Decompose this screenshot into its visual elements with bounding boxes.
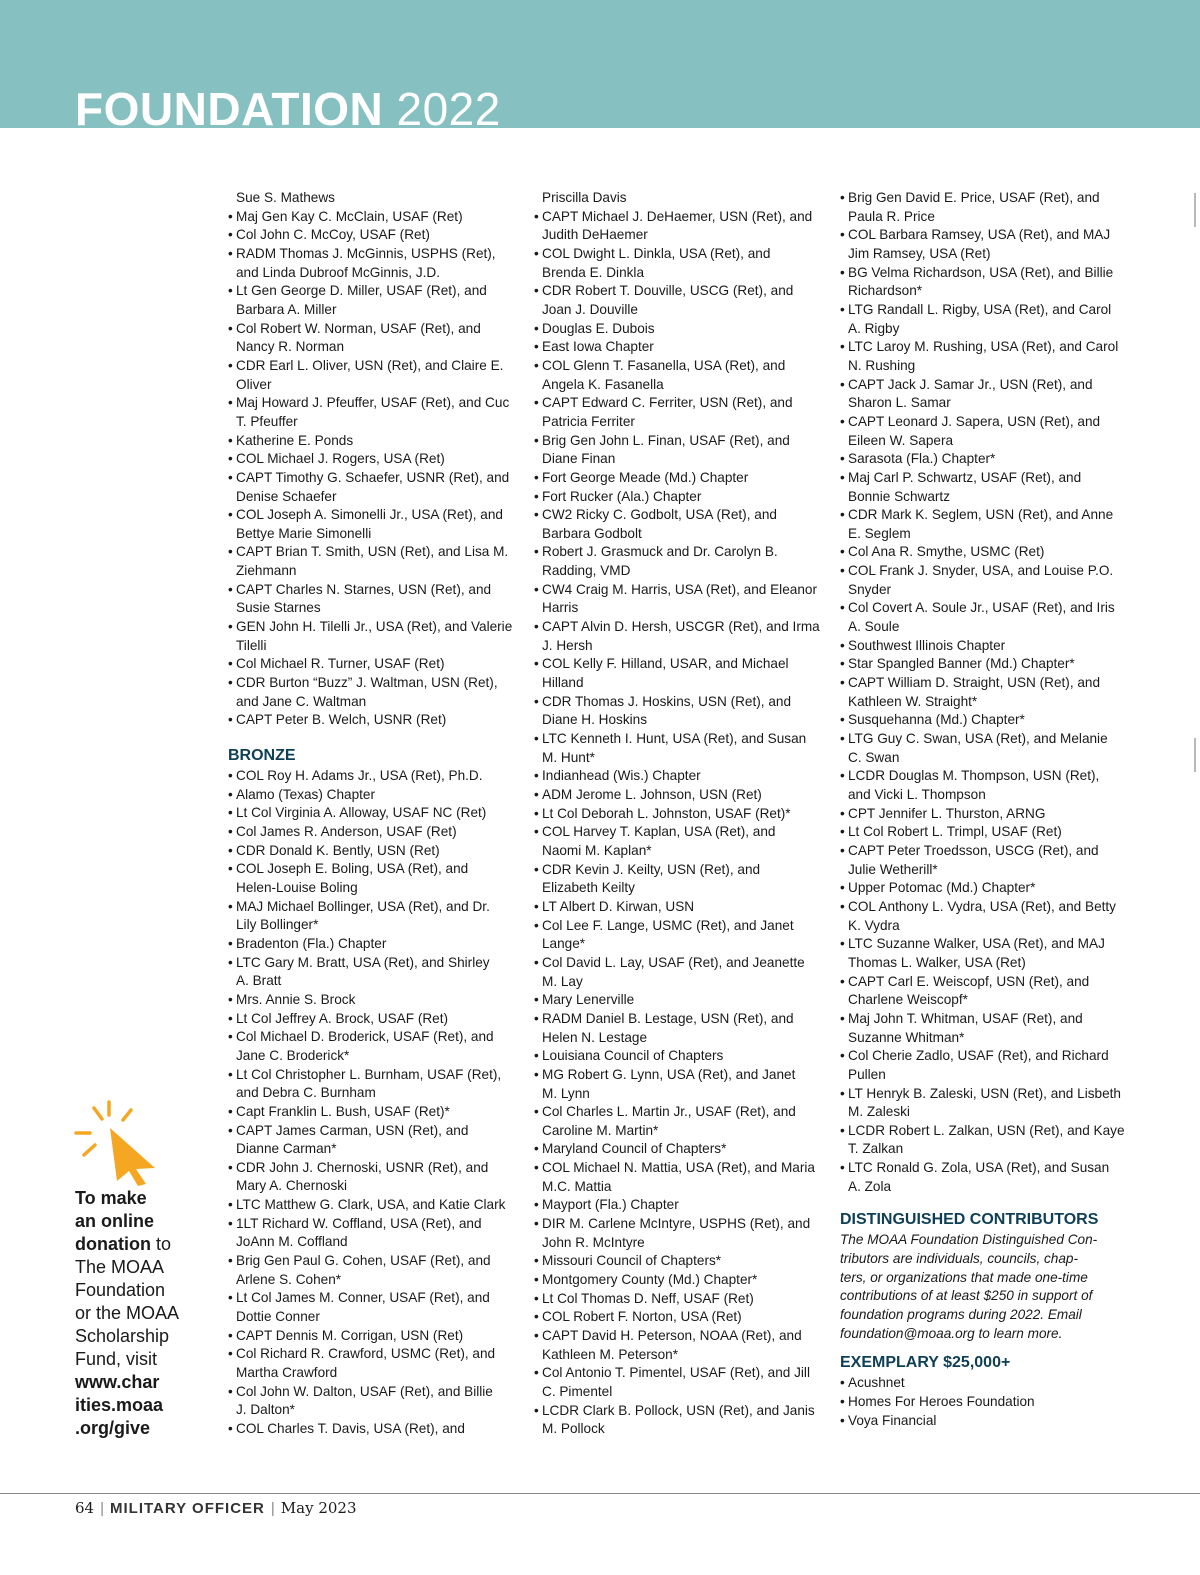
list-item-continuation: Radding, VMD	[542, 563, 631, 579]
list-item-continuation: Bettye Marie Simonelli	[236, 525, 372, 541]
list-item-continuation: Pullen	[848, 1066, 886, 1082]
list-item-continuation: Barbara Godbolt	[542, 525, 642, 541]
list-item: • LT Albert D. Kirwan, USN	[534, 898, 824, 917]
list-item: • Mayport (Fla.) Chapter	[534, 1196, 824, 1215]
exemplary-heading: EXEMPLARY $25,000+	[840, 1354, 1011, 1372]
list-item: • Maj Carl P. Schwartz, USAF (Ret), and	[840, 469, 1126, 488]
list-item-continuation: Julie Wetherill*	[848, 861, 938, 877]
list-item-continuation: Sue S. Mathews	[236, 190, 335, 205]
donation-url[interactable]: ities.moaa	[75, 1395, 164, 1415]
list-item: • Montgomery County (Md.) Chapter*	[534, 1271, 824, 1290]
list-item-continuation: Arlene S. Cohen*	[236, 1271, 342, 1287]
description-line: foundation programs during 2022. Email	[840, 1307, 1082, 1323]
list-item: • Alamo (Texas) Chapter	[228, 786, 518, 805]
list-item: • MAJ Michael Bollinger, USA (Ret), and Dr.	[228, 898, 518, 917]
list-item-continuation: T. Pfeuffer	[236, 413, 298, 429]
list-item: • Douglas E. Dubois	[534, 320, 824, 339]
list-item: • COL Anthony L. Vydra, USA (Ret), and Betty	[840, 898, 1126, 917]
list-item: • COL Joseph E. Boling, USA (Ret), and	[228, 860, 518, 879]
list-item-continuation: Jim Ramsey, USA (Ret)	[848, 245, 991, 261]
list-item: • CAPT Brian T. Smith, USN (Ret), and Lisa M.	[228, 543, 518, 562]
page-number: 64	[75, 1499, 95, 1517]
list-item-continuation: C. Swan	[848, 749, 900, 765]
list-item-continuation: Kathleen M. Peterson*	[542, 1346, 679, 1362]
list-item: • COL Michael J. Rogers, USA (Ret)	[228, 450, 518, 469]
list-item: • CAPT Dennis M. Corrigan, USN (Ret)	[228, 1327, 518, 1346]
list-item: • LTC Laroy M. Rushing, USA (Ret), and Carol	[840, 338, 1126, 357]
list-item-continuation: Mary A. Chernoski	[236, 1178, 348, 1194]
list-item: • Missouri Council of Chapters*	[534, 1252, 824, 1271]
list-item-continuation: Sharon L. Samar	[848, 395, 951, 411]
list-item: • Brig Gen Paul G. Cohen, USAF (Ret), and	[228, 1252, 518, 1271]
list-item: • Southwest Illinois Chapter	[840, 637, 1126, 656]
list-item: • Lt Col James M. Conner, USAF (Ret), and	[228, 1289, 518, 1308]
list-item: • COL Frank J. Snyder, USA, and Louise P.O.	[840, 562, 1126, 581]
list-item: • CAPT Alvin D. Hersh, USCGR (Ret), and Irma	[534, 618, 824, 637]
bronze-heading: BRONZE	[228, 747, 296, 765]
list-item: • RADM Daniel B. Lestage, USN (Ret), and	[534, 1010, 824, 1029]
list-item: • Lt Col Deborah L. Johnston, USAF (Ret)*	[534, 805, 824, 824]
list-item-continuation: Bonnie Schwartz	[848, 488, 951, 504]
list-item-continuation: Naomi M. Kaplan*	[542, 842, 652, 858]
list-item-continuation: Helen N. Lestage	[542, 1029, 648, 1045]
donation-url[interactable]: .org/give	[75, 1418, 151, 1438]
list-item-continuation: T. Zalkan	[848, 1141, 904, 1157]
list-item: • COL Kelly F. Hilland, USAR, and Michael	[534, 655, 824, 674]
list-item: • CAPT Jack J. Samar Jr., USN (Ret), and	[840, 376, 1126, 395]
list-item: • Brig Gen John L. Finan, USAF (Ret), and	[534, 432, 824, 451]
list-item: • LT Henryk B. Zaleski, USN (Ret), and Lisbeth	[840, 1085, 1126, 1104]
list-item: • Mrs. Annie S. Brock	[228, 991, 518, 1010]
list-item: • CAPT Edward C. Ferriter, USN (Ret), and	[534, 394, 824, 413]
list-item: • LTC Suzanne Walker, USA (Ret), and MAJ	[840, 935, 1126, 954]
list-item-continuation: M. Pollock	[542, 1421, 605, 1437]
list-item: • LTG Guy C. Swan, USA (Ret), and Melanie	[840, 730, 1126, 749]
list-item-continuation: Judith DeHaemer	[542, 227, 648, 243]
list-item: • CAPT Charles N. Starnes, USN (Ret), and	[228, 581, 518, 600]
list-item-continuation: C. Pimentel	[542, 1384, 613, 1399]
cta-line: The MOAA	[75, 1257, 165, 1277]
list-item: • CDR John J. Chernoski, USNR (Ret), and	[228, 1159, 518, 1178]
list-item: • Col James R. Anderson, USAF (Ret)	[228, 823, 518, 842]
list-item-continuation: Helen-Louise Boling	[236, 879, 358, 895]
issue-date: May 2023	[280, 1499, 357, 1517]
list-item-continuation: Denise Schaefer	[236, 488, 337, 504]
list-item-continuation: Oliver	[236, 376, 272, 392]
list-item: • LTC Kenneth I. Hunt, USA (Ret), and Susan	[534, 730, 824, 749]
list-item: • COL Barbara Ramsey, USA (Ret), and MAJ	[840, 226, 1126, 245]
list-item-continuation: Elizabeth Keilty	[542, 880, 635, 896]
donor-list	[534, 189, 824, 1439]
list-item-continuation: Kathleen W. Straight*	[848, 693, 978, 709]
cta-line: an online	[75, 1211, 155, 1231]
list-item-continuation: A. Rigby	[848, 320, 900, 336]
list-item: • Lt Col Robert L. Trimpl, USAF (Ret)	[840, 823, 1126, 842]
list-item: • Voya Financial	[840, 1412, 1126, 1431]
list-item: • CDR Donald K. Bently, USN (Ret)	[228, 842, 518, 861]
description-line: The MOAA Foundation Distinguished Con-	[840, 1232, 1098, 1248]
list-item: • Brig Gen David E. Price, USAF (Ret), and	[840, 189, 1126, 208]
list-item: • Acushnet	[840, 1374, 1126, 1393]
list-item-continuation: Barbara A. Miller	[236, 301, 337, 317]
list-item-continuation: and Vicki L. Thompson	[848, 787, 986, 802]
page-footer	[75, 1498, 357, 1519]
exemplary-list	[840, 1374, 1126, 1430]
list-item-continuation: Eileen W. Sapera	[848, 432, 954, 448]
list-item-continuation: Angela K. Fasanella	[542, 376, 664, 392]
list-item-continuation: Diane H. Hoskins	[542, 712, 648, 728]
cta-line-rest: to	[150, 1234, 171, 1254]
list-item-continuation: A. Zola	[848, 1178, 892, 1194]
column-1	[228, 189, 518, 1439]
list-item-continuation: Charlene Weiscopf*	[848, 992, 968, 1008]
cta-line: Fund, visit	[75, 1349, 158, 1369]
list-item: • CDR Robert T. Douville, USCG (Ret), and	[534, 282, 824, 301]
list-item-continuation: John R. McIntyre	[542, 1234, 645, 1250]
list-item: • Capt Franklin L. Bush, USAF (Ret)*	[228, 1103, 518, 1122]
donation-url[interactable]: www.char	[75, 1372, 160, 1392]
list-item-continuation: and Jane C. Waltman	[236, 693, 367, 709]
list-item: • East Iowa Chapter	[534, 338, 824, 357]
list-item-continuation: A. Soule	[848, 619, 900, 635]
list-item: • CDR Burton “Buzz” J. Waltman, USN (Ret),	[228, 674, 518, 693]
list-item: • LCDR Douglas M. Thompson, USN (Ret),	[840, 767, 1126, 786]
list-item: • Louisiana Council of Chapters	[534, 1047, 824, 1066]
list-item: • Col John W. Dalton, USAF (Ret), and Billie	[228, 1383, 518, 1402]
list-item: • CDR Kevin J. Keilty, USN (Ret), and	[534, 861, 824, 880]
list-item: • Indianhead (Wis.) Chapter	[534, 767, 824, 786]
list-item: • Col Richard R. Crawford, USMC (Ret), and	[228, 1345, 518, 1364]
list-item-continuation: Susie Starnes	[236, 600, 321, 616]
list-item: • CAPT Peter Troedsson, USCG (Ret), and	[840, 842, 1126, 861]
list-item-continuation: Tilelli	[236, 637, 267, 653]
list-item-continuation: A. Bratt	[236, 973, 282, 989]
list-item: • Col Covert A. Soule Jr., USAF (Ret), and Iris	[840, 599, 1126, 618]
list-item: • LCDR Robert L. Zalkan, USN (Ret), and Kaye	[840, 1122, 1126, 1141]
list-item-continuation: K. Vydra	[848, 917, 900, 933]
list-item-continuation: J. Hersh	[542, 637, 593, 653]
cta-line	[75, 1233, 195, 1256]
list-item: • Katherine E. Ponds	[228, 432, 518, 451]
list-item: • LTC Matthew G. Clark, USA, and Katie Clark	[228, 1196, 518, 1215]
donor-list	[228, 189, 518, 730]
list-item: • Col Michael R. Turner, USAF (Ret)	[228, 655, 518, 674]
list-item-continuation: Suzanne Whitman*	[848, 1029, 965, 1045]
list-item-continuation: M.C. Mattia	[542, 1178, 612, 1194]
donor-list	[840, 189, 1126, 1196]
footer-separator: |	[100, 1500, 104, 1517]
list-item: • LTC Ronald G. Zola, USA (Ret), and Susan	[840, 1159, 1126, 1178]
list-item: • Col John C. McCoy, USAF (Ret)	[228, 226, 518, 245]
list-item: • Lt Gen George D. Miller, USAF (Ret), and	[228, 282, 518, 301]
cta-line-bold: donation	[75, 1234, 151, 1254]
list-item: • COL Joseph A. Simonelli Jr., USA (Ret), and	[228, 506, 518, 525]
description-line: contributions of at least $250 in support of	[840, 1288, 1093, 1304]
list-item: • CAPT Carl E. Weiscopf, USN (Ret), and	[840, 973, 1126, 992]
list-item-continuation: and Debra C. Burnham	[236, 1085, 376, 1101]
list-item: • COL Harvey T. Kaplan, USA (Ret), and	[534, 823, 824, 842]
list-item: • CW2 Ricky C. Godbolt, USA (Ret), and	[534, 506, 824, 525]
list-item: • DIR M. Carlene McIntyre, USPHS (Ret), and	[534, 1215, 824, 1234]
list-item-continuation: Richardson*	[848, 283, 923, 299]
list-item: • COL Michael N. Mattia, USA (Ret), and Maria	[534, 1159, 824, 1178]
list-item-continuation: Lily Bollinger*	[236, 917, 319, 933]
list-item: • Maj John T. Whitman, USAF (Ret), and	[840, 1010, 1126, 1029]
list-item: • CAPT Peter B. Welch, USNR (Ret)	[228, 711, 518, 730]
list-item: • COL Charles T. Davis, USA (Ret), and	[228, 1420, 518, 1439]
list-item: • RADM Thomas J. McGinnis, USPHS (Ret),	[228, 245, 518, 264]
list-item: • Susquehanna (Md.) Chapter*	[840, 711, 1126, 730]
list-item-continuation: Ziehmann	[236, 563, 297, 579]
distinguished-description	[840, 1231, 1126, 1343]
list-item: • LCDR Clark B. Pollock, USN (Ret), and Janis	[534, 1402, 824, 1421]
list-item-continuation: Jane C. Broderick*	[236, 1047, 350, 1063]
list-item: • Maryland Council of Chapters*	[534, 1140, 824, 1159]
list-item: • ADM Jerome L. Johnson, USN (Ret)	[534, 786, 824, 805]
footer-separator: |	[270, 1500, 275, 1517]
list-item-continuation: Snyder	[848, 581, 892, 597]
list-item: • CAPT David H. Peterson, NOAA (Ret), and	[534, 1327, 824, 1346]
list-item: • Fort George Meade (Md.) Chapter	[534, 469, 824, 488]
list-item-continuation: M. Hunt*	[542, 749, 595, 765]
list-item: • Col Charles L. Martin Jr., USAF (Ret), and	[534, 1103, 824, 1122]
list-item: • BG Velma Richardson, USA (Ret), and Billie	[840, 264, 1126, 283]
list-item: • Fort Rucker (Ala.) Chapter	[534, 488, 824, 507]
online-donation-callout	[75, 1187, 195, 1440]
list-item-continuation: M. Lynn	[542, 1085, 590, 1101]
list-item-continuation: Harris	[542, 600, 579, 616]
page-edge-mark	[1194, 193, 1196, 227]
list-item: • CW4 Craig M. Harris, USA (Ret), and Eleanor	[534, 581, 824, 600]
list-item: • LTG Randall L. Rigby, USA (Ret), and Carol	[840, 301, 1126, 320]
list-item: • COL Glenn T. Fasanella, USA (Ret), and	[534, 357, 824, 376]
list-item-continuation: Diane Finan	[542, 451, 616, 467]
list-item: • CAPT William D. Straight, USN (Ret), and	[840, 674, 1126, 693]
list-item: • COL Robert F. Norton, USA (Ret)	[534, 1308, 824, 1327]
cta-line: Foundation	[75, 1280, 166, 1300]
list-item-continuation: Paula R. Price	[848, 208, 935, 224]
list-item: • Upper Potomac (Md.) Chapter*	[840, 879, 1126, 898]
list-item: • COL Dwight L. Dinkla, USA (Ret), and	[534, 245, 824, 264]
list-item-continuation: Hilland	[542, 675, 584, 691]
list-item: • LTC Gary M. Bratt, USA (Ret), and Shirley	[228, 954, 518, 973]
list-item-continuation: Joan J. Douville	[542, 301, 638, 317]
list-item-continuation: M. Zaleski	[848, 1104, 910, 1120]
column-2	[534, 189, 824, 1439]
list-item-continuation: Dottie Conner	[236, 1309, 320, 1325]
list-item: • Lt Col Christopher L. Burnham, USAF (Ret),	[228, 1066, 518, 1085]
list-item-continuation: Lange*	[542, 936, 586, 952]
list-item-continuation: Brenda E. Dinkla	[542, 264, 645, 280]
list-item: • Lt Col Virginia A. Alloway, USAF NC (Ret)	[228, 804, 518, 823]
list-item: • GEN John H. Tilelli Jr., USA (Ret), and Valerie	[228, 618, 518, 637]
column-3	[840, 189, 1126, 1430]
list-item: • Sarasota (Fla.) Chapter*	[840, 450, 1126, 469]
title-foundation: FOUNDATION	[75, 83, 384, 135]
list-item: • Bradenton (Fla.) Chapter	[228, 935, 518, 954]
description-line: ters, or organizations that made one-time	[840, 1269, 1088, 1285]
list-item: • Col David L. Lay, USAF (Ret), and Jeanette	[534, 954, 824, 973]
list-item: • CDR Thomas J. Hoskins, USN (Ret), and	[534, 693, 824, 712]
list-item-continuation: Martha Crawford	[236, 1365, 338, 1381]
list-item: • Col Ana R. Smythe, USMC (Ret)	[840, 543, 1126, 562]
list-item-continuation: Caroline M. Martin*	[542, 1122, 659, 1138]
cursor-click-icon	[72, 1098, 162, 1186]
list-item-continuation: Patricia Ferriter	[542, 413, 635, 429]
list-item: • CDR Earl L. Oliver, USN (Ret), and Claire E.	[228, 357, 518, 376]
list-item: • Maj Gen Kay C. McClain, USAF (Ret)	[228, 208, 518, 227]
list-item-continuation: N. Rushing	[848, 357, 916, 373]
list-item-continuation: J. Dalton*	[236, 1402, 295, 1418]
list-item: • Mary Lenerville	[534, 991, 824, 1010]
list-item: • Col Lee F. Lange, USMC (Ret), and Janet	[534, 917, 824, 936]
list-item-continuation: Thomas L. Walker, USA (Ret)	[848, 954, 1026, 970]
list-item-continuation: M. Lay	[542, 973, 583, 989]
publication-name: MILITARY OFFICER	[110, 1500, 265, 1517]
title-year: 2022	[396, 83, 501, 135]
list-item: • COL Roy H. Adams Jr., USA (Ret), Ph.D.	[228, 767, 518, 786]
list-item: • CPT Jennifer L. Thurston, ARNG	[840, 805, 1126, 824]
cta-line: or the MOAA	[75, 1303, 180, 1323]
bronze-donor-list	[228, 767, 518, 1439]
list-item-continuation: and Linda Dubroof McGinnis, J.D.	[236, 264, 441, 280]
list-item: • Lt Col Jeffrey A. Brock, USAF (Ret)	[228, 1010, 518, 1029]
list-item-continuation: Nancy R. Norman	[236, 339, 345, 355]
list-item: • CDR Mark K. Seglem, USN (Ret), and Anne	[840, 506, 1126, 525]
list-item: • Lt Col Thomas D. Neff, USAF (Ret)	[534, 1290, 824, 1309]
list-item: • CAPT Michael J. DeHaemer, USN (Ret), and	[534, 208, 824, 227]
list-item: • Homes For Heroes Foundation	[840, 1393, 1126, 1412]
list-item: • CAPT Leonard J. Sapera, USN (Ret), and	[840, 413, 1126, 432]
list-item: • Star Spangled Banner (Md.) Chapter*	[840, 655, 1126, 674]
page-edge-mark	[1194, 738, 1196, 772]
list-item-continuation: JoAnn M. Coffland	[236, 1234, 348, 1250]
list-item: • CAPT James Carman, USN (Ret), and	[228, 1122, 518, 1141]
list-item-continuation: Dianne Carman*	[236, 1141, 337, 1157]
list-item-continuation: E. Seglem	[848, 525, 911, 541]
cta-line: Scholarship	[75, 1326, 170, 1346]
list-item: • MG Robert G. Lynn, USA (Ret), and Janet	[534, 1066, 824, 1085]
footer-divider	[0, 1493, 1200, 1494]
description-line: tributors are individuals, councils, chap-	[840, 1251, 1079, 1267]
list-item: • Col Robert W. Norman, USAF (Ret), and	[228, 320, 518, 339]
distinguished-contributors-heading: DISTINGUISHED CONTRIBUTORS	[840, 1211, 1099, 1229]
list-item: • 1LT Richard W. Coffland, USA (Ret), and	[228, 1215, 518, 1234]
list-item-continuation: Priscilla Davis	[542, 190, 627, 205]
list-item: • Col Antonio T. Pimentel, USAF (Ret), and Jill	[534, 1364, 824, 1383]
page-title	[75, 82, 501, 136]
list-item: • Col Cherie Zadlo, USAF (Ret), and Richard	[840, 1047, 1126, 1066]
list-item: • Robert J. Grasmuck and Dr. Carolyn B.	[534, 543, 824, 562]
list-item: • Col Michael D. Broderick, USAF (Ret), and	[228, 1028, 518, 1047]
list-item: • Maj Howard J. Pfeuffer, USAF (Ret), and Cuc	[228, 394, 518, 413]
list-item: • CAPT Timothy G. Schaefer, USNR (Ret), and	[228, 469, 518, 488]
description-line: foundation@moaa.org to learn more.	[840, 1325, 1063, 1341]
cta-line: To make	[75, 1188, 147, 1208]
